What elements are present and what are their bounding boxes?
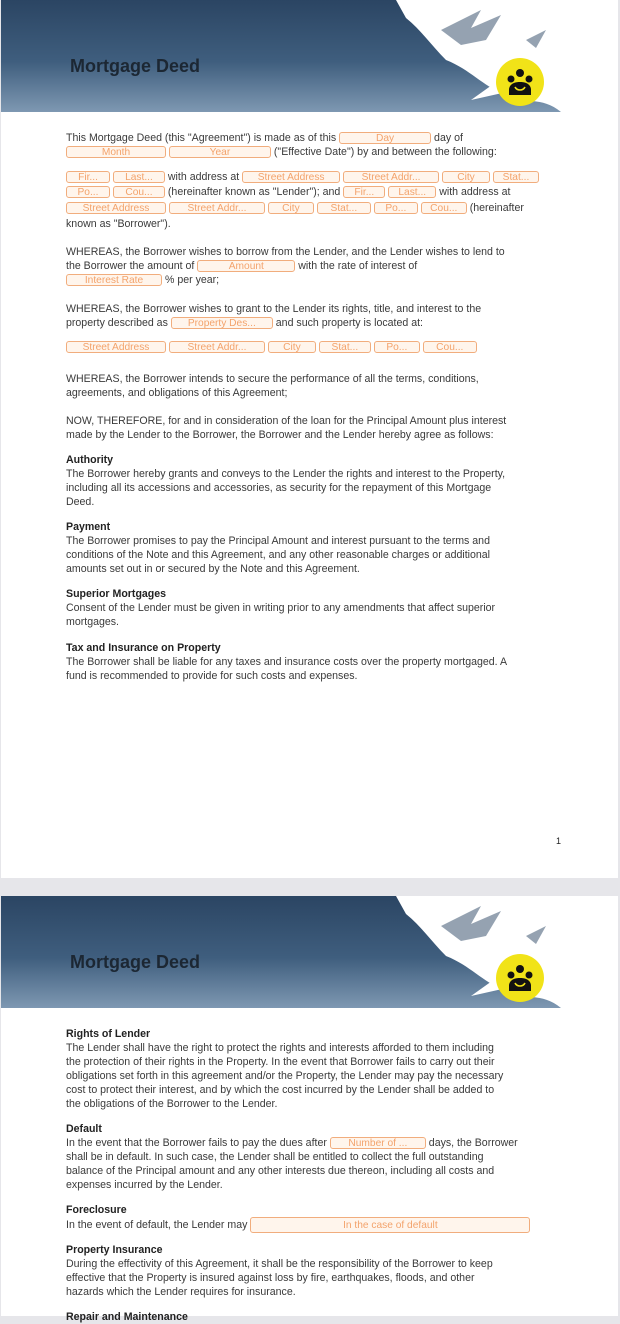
whereas-text: the Borrower the amount of	[66, 260, 195, 272]
authority-text: The Borrower hereby grants and conveys to the Lender the rights and interest to the Property,	[66, 468, 506, 480]
rights-text: the obligations of the Borrower to the Lender.	[66, 1098, 278, 1110]
lender-postal-field[interactable]: Po...	[66, 186, 110, 198]
default-text: expenses incurred by the Lender.	[66, 1179, 223, 1191]
property-insurance-text: hazards which the Lender requires for insurance.	[66, 1286, 296, 1298]
lender-state-field[interactable]: Stat...	[493, 171, 539, 183]
intro-text: known as "Borrower").	[66, 218, 171, 230]
authority-heading: Authority	[66, 454, 114, 466]
page-number: 1	[556, 836, 562, 846]
month-field[interactable]: Month	[66, 146, 166, 158]
logo-icon	[496, 58, 544, 106]
header-banner	[1, 0, 618, 112]
lender-country-field[interactable]: Cou...	[113, 186, 165, 198]
borrower-state-field[interactable]: Stat...	[317, 202, 371, 214]
lender-city-field[interactable]: City	[442, 171, 490, 183]
document-title: Mortgage Deed	[70, 952, 201, 972]
foreclosure-text: In the event of default, the Lender may	[66, 1218, 248, 1231]
rights-heading: Rights of Lender	[66, 1028, 151, 1040]
property-country-field[interactable]: Cou...	[423, 341, 477, 353]
tax-insurance-text: The Borrower shall be liable for any taxes and insurance costs over the property mortgaged. A	[66, 656, 508, 668]
whereas-text: WHEREAS, the Borrower wishes to grant to the Lender its rights, title, and interest to the	[66, 303, 482, 315]
lender-street-address-2-field[interactable]: Street Addr...	[343, 171, 439, 183]
payment-text: conditions of the Note and this Agreement, and any other reasonable charges or additional	[66, 549, 491, 561]
intro-text: day of	[434, 132, 463, 144]
property-description-field[interactable]: Property Des...	[171, 317, 273, 329]
loan-amount-field[interactable]: Amount	[197, 260, 295, 272]
intro-text: with address at	[167, 171, 240, 183]
intro-text: (hereinafter	[469, 202, 524, 214]
page-2	[1, 896, 618, 1323]
property-city-field[interactable]: City	[268, 341, 316, 353]
lender-street-address-field[interactable]: Street Address	[242, 171, 340, 183]
authority-text: Deed.	[66, 496, 95, 508]
borrower-street-address-2-field[interactable]: Street Addr...	[169, 202, 265, 214]
borrower-city-field[interactable]: City	[268, 202, 314, 214]
rights-text: cost to protect their interest, and by which the cost incurred by the Lender shall be added to	[66, 1084, 495, 1096]
authority-text: including all its accessions and accessories, as security for the repayment of this Mortgage	[66, 482, 492, 494]
payment-heading: Payment	[66, 521, 111, 533]
tax-insurance-heading: Tax and Insurance on Property	[66, 642, 221, 654]
whereas-text: property described as	[66, 317, 168, 329]
whereas-text: WHEREAS, the Borrower wishes to borrow from the Lender, and the Lender wishes to lend to	[66, 246, 505, 258]
foreclosure-action-field[interactable]: In the case of default	[250, 1217, 530, 1233]
borrower-last-name-field[interactable]: Last...	[388, 186, 436, 198]
page-1	[1, 0, 618, 878]
lender-first-name-field[interactable]: Fir...	[66, 171, 110, 183]
now-therefore-text: NOW, THEREFORE, for and in consideration of the loan for the Principal Amount plus interest	[66, 415, 507, 427]
property-insurance-text: effective that the Property is insured against loss by fire, earthquakes, floods, and other	[66, 1272, 475, 1284]
lender-last-name-field[interactable]: Last...	[113, 171, 165, 183]
superior-mortgages-text: Consent of the Lender must be given in writing prior to any amendments that affect superior	[66, 602, 496, 614]
default-text: balance of the Principal amount and any other interests due thereon, including all costs and	[66, 1165, 495, 1177]
superior-mortgages-text: mortgages.	[66, 616, 119, 628]
default-heading: Default	[66, 1123, 102, 1135]
property-state-field[interactable]: Stat...	[319, 341, 371, 353]
whereas-text: WHEREAS, the Borrower intends to secure the performance of all the terms, conditions,	[66, 373, 479, 385]
foreclosure-heading: Foreclosure	[66, 1204, 127, 1216]
superior-mortgages-heading: Superior Mortgages	[66, 588, 167, 600]
payment-text: amounts set out in or secured by the Note and this Agreement.	[66, 563, 360, 575]
intro-text: ("Effective Date") by and between the following:	[273, 146, 497, 158]
intro-text: with address at	[439, 186, 511, 198]
day-field[interactable]: Day	[339, 132, 431, 144]
document-title: Mortgage Deed	[70, 56, 201, 76]
borrower-street-address-field[interactable]: Street Address	[66, 202, 166, 214]
interest-rate-field[interactable]: Interest Rate	[66, 274, 162, 286]
number-of-days-field[interactable]: Number of ...	[330, 1137, 426, 1149]
header-banner	[1, 896, 618, 1008]
default-text: shall be in default. In such case, the Lender shall be entitled to collect the full outstanding	[66, 1151, 484, 1163]
intro-text: (hereinafter known as "Lender"); and	[167, 186, 341, 198]
default-text: In the event that the Borrower fails to pay the dues after	[66, 1137, 327, 1149]
property-insurance-heading: Property Insurance	[66, 1244, 163, 1256]
borrower-country-field[interactable]: Cou...	[421, 202, 467, 214]
whereas-text: with the rate of interest of	[298, 260, 418, 272]
rights-text: The Lender shall have the right to protect the rights and interests afforded to them including	[66, 1042, 494, 1054]
default-text: days, the Borrower	[428, 1137, 518, 1149]
property-street-address-field[interactable]: Street Address	[66, 341, 166, 353]
now-therefore-text: made by the Lender to the Borrower, the Borrower and the Lender hereby agree as follows:	[66, 429, 494, 441]
payment-text: The Borrower promises to pay the Principal Amount and interest pursuant to the terms and	[66, 535, 490, 547]
property-street-address-2-field[interactable]: Street Addr...	[169, 341, 265, 353]
logo-icon	[496, 954, 544, 1002]
rights-text: obligations set forth in this agreement and/or the Property, the Lender may pay the necessary	[66, 1070, 504, 1082]
property-postal-field[interactable]: Po...	[374, 341, 420, 353]
year-field[interactable]: Year	[169, 146, 271, 158]
whereas-text: and such property is located at:	[275, 317, 424, 329]
borrower-postal-field[interactable]: Po...	[374, 202, 418, 214]
property-insurance-text: During the effectivity of this Agreement, it shall be the responsibility of the Borrower to keep	[66, 1258, 493, 1270]
whereas-text: % per year;	[164, 274, 220, 286]
repair-maintenance-heading: Repair and Maintenance	[66, 1311, 188, 1323]
tax-insurance-text: fund is recommended to provide for such costs and expenses.	[66, 670, 358, 682]
borrower-first-name-field[interactable]: Fir...	[343, 186, 385, 198]
whereas-text: agreements, and obligations of this Agreement;	[66, 387, 288, 399]
intro-text: This Mortgage Deed (this "Agreement") is made as of this	[66, 132, 337, 144]
rights-text: the protection of their rights in the Property. In the event that Borrower fails to carry out their	[66, 1056, 495, 1068]
